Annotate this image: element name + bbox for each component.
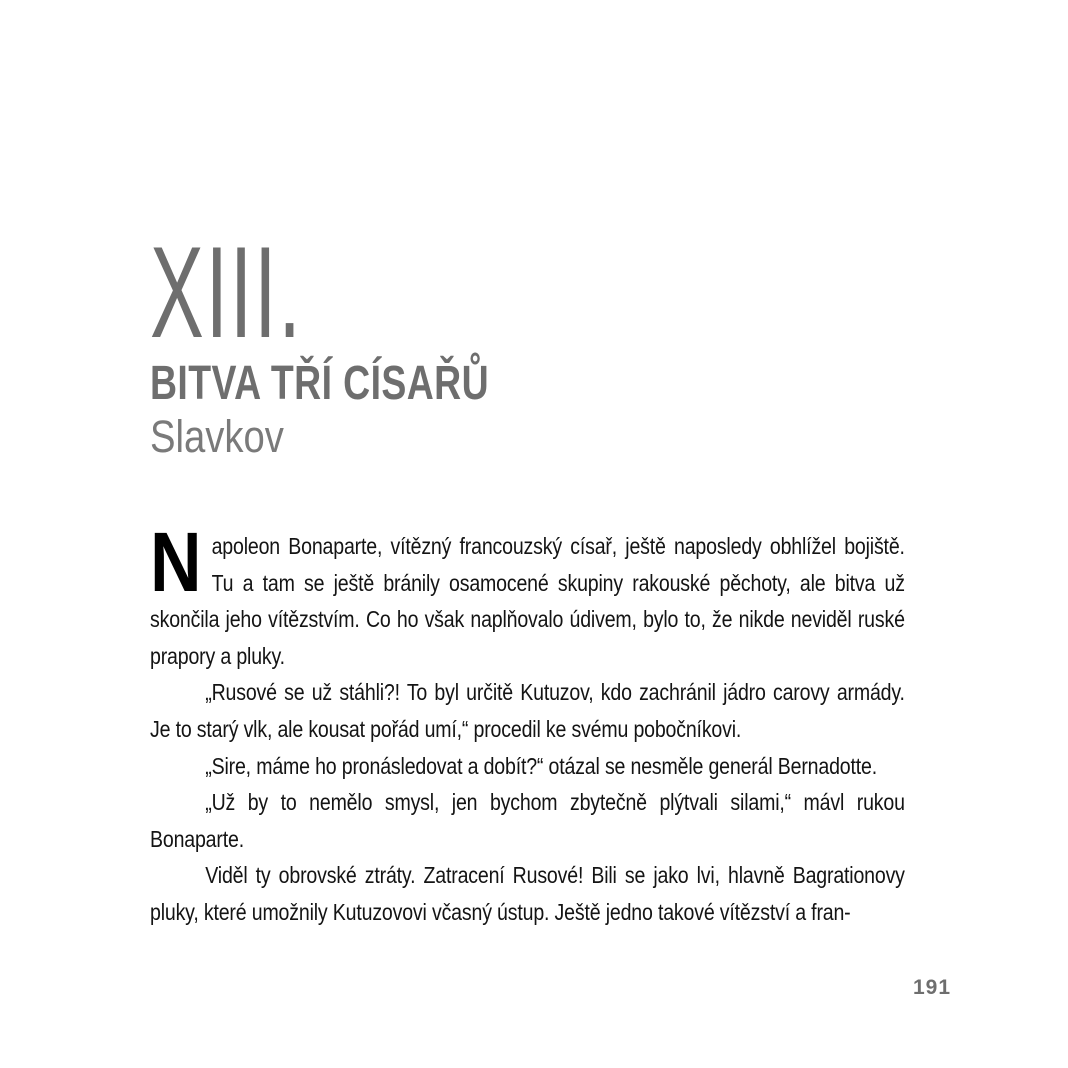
- body-text-block: [150, 515, 905, 931]
- dialogue-paragraph-sire: „Sire, máme ho pronásledovat a dobít?“ otázal se nesměle generál Bernadotte.: [205, 752, 877, 779]
- drop-cap: N: [150, 515, 202, 609]
- dialogue-paragraph-uz-by: „Už by to nemělo smysl, jen bychom zbytečně plýtvali silami,“ mávl rukou Bonaparte.: [150, 789, 905, 852]
- opening-paragraph: [150, 515, 905, 674]
- page-number: 191: [913, 976, 952, 999]
- chapter-title: BITVA TŘÍ CÍSAŘŮ: [150, 357, 490, 410]
- opening-paragraph-text: apoleon Bonaparte, vítězný francouzský císař, ještě naposledy obhlížel bojiště. Tu a tam se ještě bránily osamocené skupiny rakouské pěchoty, ale bitva už skončila jeho vítězstvím. Co ho však naplňovalo údivem, bylo to, že nikde neviděl ruské prapory a pluky.: [150, 533, 905, 669]
- chapter-subtitle: Slavkov: [150, 411, 284, 462]
- chapter-number: XIII.: [150, 219, 303, 365]
- closing-paragraph: Viděl ty obrovské ztráty. Zatracení Rusové! Bili se jako lvi, hlavně Bagrationovy pluky, které umožnily Kutuzovovi včasný ústup. Ještě jedno takové vítězství a fran-: [150, 862, 905, 925]
- dialogue-paragraph-rusove: „Rusové se už stáhli?! To byl určitě Kutuzov, kdo zachránil jádro carovy armády. Je to starý vlk, ale kousat pořád umí,“ procedil ke svému pobočníkovi.: [150, 679, 905, 742]
